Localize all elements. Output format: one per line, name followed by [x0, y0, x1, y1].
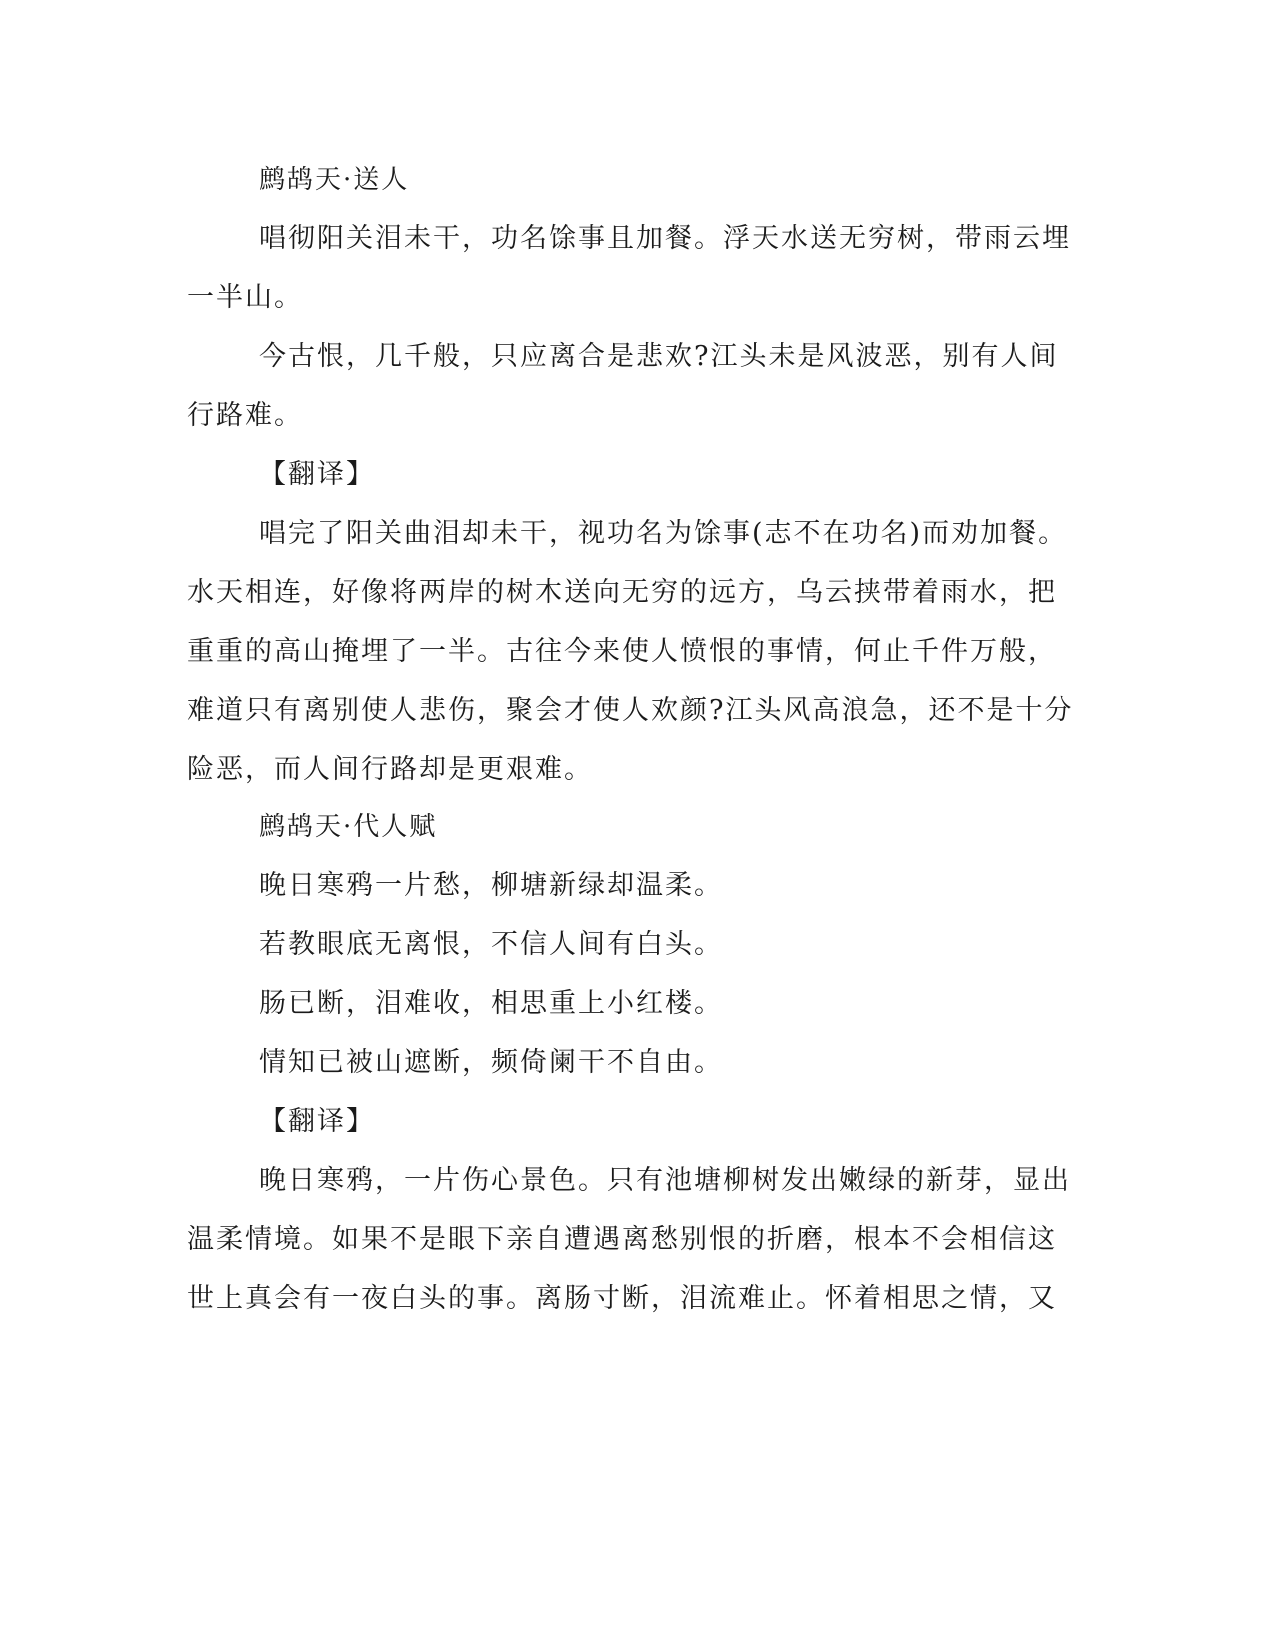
- translation1-line: 唱完了阳关曲泪却未干，视功名为馀事(志不在功名)而劝加餐。: [259, 518, 1068, 549]
- poem2-line: 若教眼底无离恨，不信人间有白头。: [259, 929, 723, 960]
- poem1-line: 唱彻阳关泪未干，功名馀事且加餐。浮天水送无穷树，带雨云埋: [259, 223, 1071, 254]
- poem2-line: 肠已断，泪难收，相思重上小红楼。: [259, 988, 723, 1019]
- translation2-line: 温柔情境。如果不是眼下亲自遭遇离愁别恨的折磨，根本不会相信这: [187, 1224, 1057, 1255]
- translation2-heading: 【翻译】: [259, 1106, 375, 1137]
- translation2-line: 晚日寒鸦，一片伤心景色。只有池塘柳树发出嫩绿的新芽，显出: [259, 1165, 1071, 1196]
- poem1-line: 今古恨，几千般，只应离合是悲欢?江头未是风波恶，别有人间: [259, 341, 1059, 372]
- translation2-line: 世上真会有一夜白头的事。离肠寸断，泪流难止。怀着相思之情，又: [187, 1283, 1057, 1314]
- poem1-title: 鹧鸪天·送人: [259, 165, 410, 195]
- poem1-line: 行路难。: [187, 400, 303, 431]
- translation1-line: 水天相连，好像将两岸的树木送向无穷的远方，乌云挟带着雨水，把: [187, 577, 1057, 608]
- translation1-line: 难道只有离别使人悲伤，聚会才使人欢颜?江头风高浪急，还不是十分: [187, 695, 1074, 726]
- poem2-line: 情知已被山遮断，频倚阑干不自由。: [259, 1047, 723, 1078]
- translation1-line: 重重的高山掩埋了一半。古往今来使人愤恨的事情，何止千件万般，: [187, 636, 1057, 667]
- translation1-line: 险恶，而人间行路却是更艰难。: [187, 754, 593, 785]
- poem2-line: 晚日寒鸦一片愁，柳塘新绿却温柔。: [259, 870, 723, 901]
- poem1-line: 一半山。: [187, 282, 303, 313]
- poem2-title: 鹧鸪天·代人赋: [259, 812, 438, 842]
- translation1-heading: 【翻译】: [259, 459, 375, 490]
